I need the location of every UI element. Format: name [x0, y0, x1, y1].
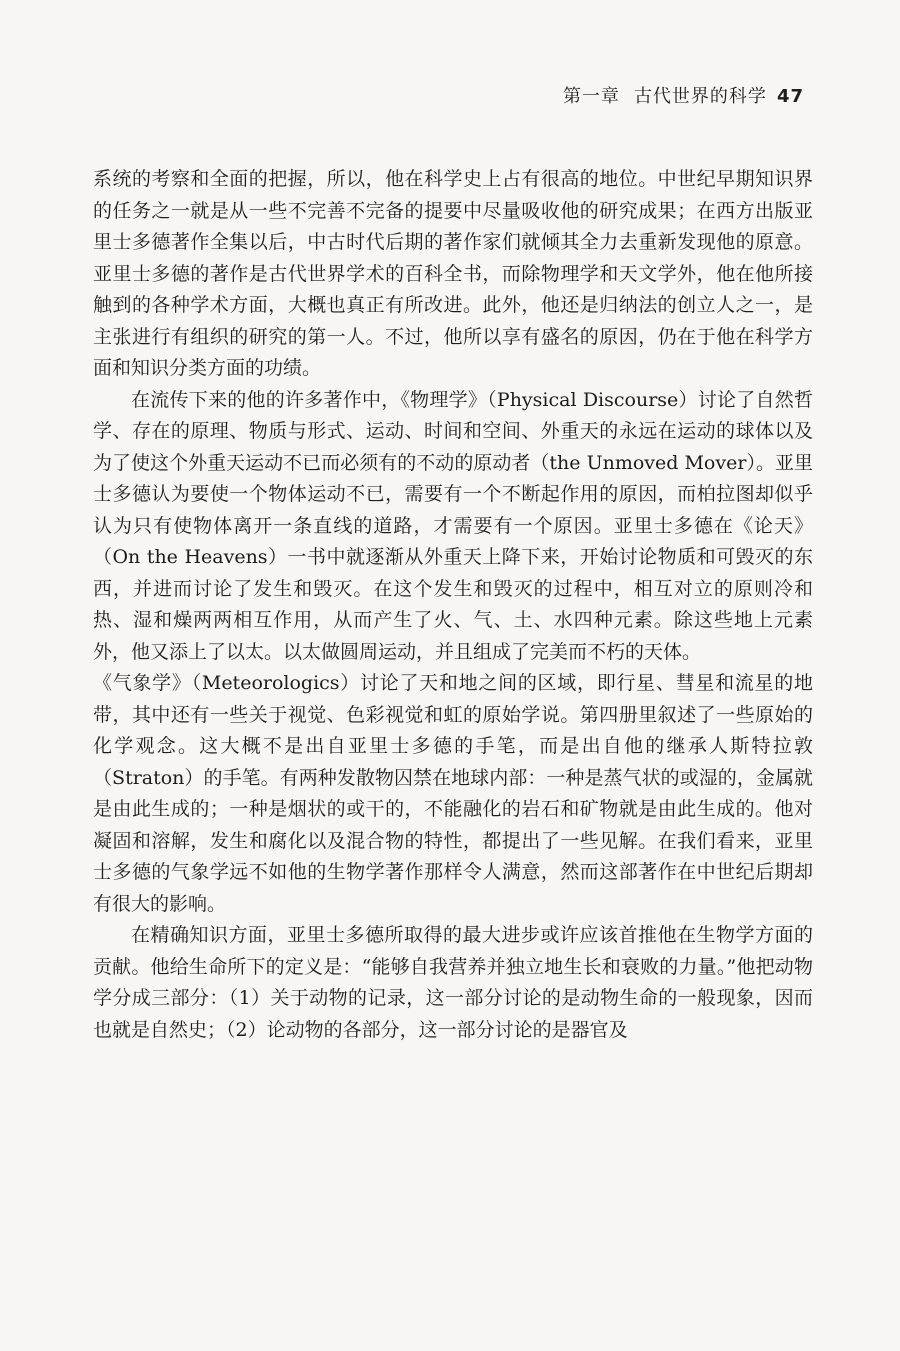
paragraph-2: 在流传下来的他的许多著作中，《物理学》（Physical Discourse）讨论了自然哲学、存在的原理、物质与形式、运动、时间和空间、外重天的永远在运动的球体以及为了使这个外重天运动不已而必须有的不动的原动者（the Unmoved Mover）。亚里士多德认为要使一个物体运动不已，需要有一个不断起作用的原因，而柏拉图却似乎认为只有使物体离开一条直线的道路，才需要有一个原因。亚里士多德在《论天》（On the Heavens）一书中就逐渐从外重天上降下来，开始讨论物质和可毁灭的东西，并进而讨论了发生和毁灭。在这个发生和毁灭的过程中，相互对立的原则冷和热、湿和燥两两相互作用，从而产生了火、气、土、水四种元素。除这些地上元素外，他又添上了以太。以太做圆周运动，并且组成了完美而不朽的天体。	[93, 388, 813, 663]
running-header	[563, 86, 804, 108]
body-text	[93, 164, 813, 1046]
chapter-title: 古代世界的科学	[633, 86, 767, 107]
chapter-label: 第一章	[562, 86, 620, 107]
page-number: 47	[776, 86, 804, 107]
paragraph-3: 《气象学》（Meteorologics）讨论了天和地之间的区域，即行星、彗星和流星的地带，其中还有一些关于视觉、色彩视觉和虹的原始学说。第四册里叙述了一些原始的化学观念。这大概不是出自亚里士多德的手笔，而是出自他的继承人斯特拉敦（Straton）的手笔。有两种发散物囚禁在地球内部：一种是蒸气状的或湿的，金属就是由此生成的；一种是烟状的或干的，不能融化的岩石和矿物就是由此生成的。他对凝固和溶解，发生和腐化以及混合物的特性，都提出了一些见解。在我们看来，亚里士多德的气象学远不如他的生物学著作那样令人满意，然而这部著作在中世纪后期却有很大的影响。	[93, 672, 813, 915]
paragraph-1: 系统的考察和全面的把握，所以，他在科学史上占有很高的地位。中世纪早期知识界的任务之一就是从一些不完善不完备的提要中尽量吸收他的研究成果；在西方出版亚里士多德著作全集以后，中古时代后期的著作家们就倾其全力去重新发现他的原意。亚里士多德的著作是古代世界学术的百科全书，而除物理学和天文学外，他在他所接触到的各种学术方面，大概也真正有所改进。此外，他还是归纳法的创立人之一，是主张进行有组织的研究的第一人。不过，他所以享有盛名的原因，仍在于他在科学方面和知识分类方面的功绩。	[93, 168, 813, 379]
paragraph-4: 在精确知识方面，亚里士多德所取得的最大进步或许应该首推他在生物学方面的贡献。他给生命所下的定义是：“能够自我营养并独立地生长和衰败的力量。”他把动物学分成三部分：（1）关于动物的记录，这一部分讨论的是动物生命的一般现象，因而也就是自然史；（2）论动物的各部分，这一部分讨论的是器官及	[93, 924, 813, 1041]
